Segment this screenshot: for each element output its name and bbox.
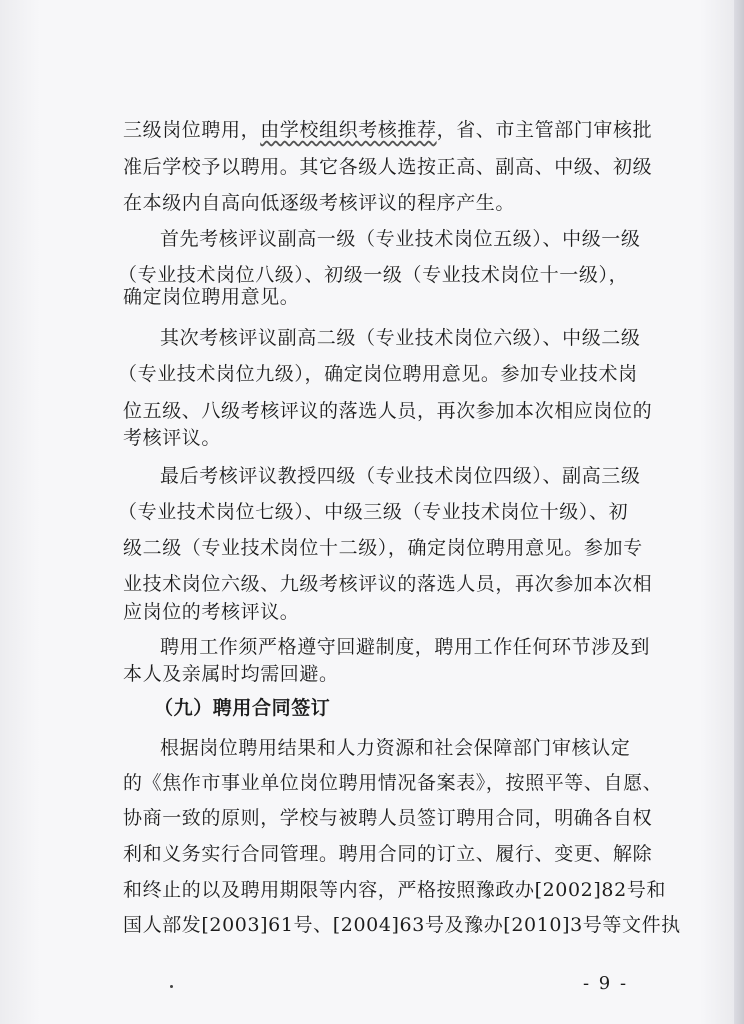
paragraph-line: 根据岗位聘用结果和人力资源和社会保障部门审核认定 [160, 737, 631, 759]
paragraph-line: 国人部发[2003]61号、[2004]63号及豫办[2010]3号等文件执 [123, 914, 681, 936]
paragraph-line: （专业技术岗位七级）、中级三级（专业技术岗位十级）、初 [118, 501, 629, 523]
paragraph-line: 最后考核评议教授四级（专业技术岗位四级）、副高三级 [160, 465, 641, 487]
underlined-phrase: 由学校组织考核推荐 [260, 119, 437, 141]
paragraph-line: 位五级、八级考核评议的落选人员，再次参加本次相应岗位的 [123, 400, 653, 422]
scan-speck [170, 985, 173, 988]
page-number: - 9 - [583, 973, 629, 994]
paragraph-line: 确定岗位聘用意见。 [123, 286, 300, 308]
paragraph-line: 协商一致的原则，学校与被聘人员签订聘用合同，明确各自权 [123, 807, 653, 829]
paragraph-line: （专业技术岗位八级）、初级一级（专业技术岗位十一级）， [118, 264, 629, 286]
paragraph-line: 和终止的以及聘用期限等内容，严格按照豫政办[2002]82号和 [123, 879, 666, 901]
paragraph-line: （专业技术岗位九级），确定岗位聘用意见。参加专业技术岗 [118, 363, 638, 385]
section-heading: （九）聘用合同签订 [154, 697, 331, 719]
paragraph-line: 的《焦作市事业单位岗位聘用情况备案表》，按照平等、自愿、 [123, 772, 663, 794]
text-span: 三级岗位聘用， [123, 119, 261, 141]
text-span: ，省、市主管部门审核批 [436, 119, 653, 141]
paragraph-line: 考核评议。 [123, 427, 222, 449]
paragraph-line: 准后学校予以聘用。其它各级人选按正高、副高、中级、初级 [123, 156, 653, 178]
paragraph-line: 应岗位的考核评议。 [123, 601, 300, 623]
paragraph-line: 本人及亲属时均需回避。 [123, 663, 339, 685]
paragraph-line: 其次考核评议副高二级（专业技术岗位六级）、中级二级 [160, 327, 641, 349]
paragraph-line: 业技术岗位六级、九级考核评议的落选人员，再次参加本次相 [123, 573, 653, 595]
paragraph-line: 在本级内自高向低逐级考核评议的程序产生。 [123, 192, 516, 214]
paragraph-line [123, 116, 653, 144]
paragraph-line: 利和义务实行合同管理。聘用合同的订立、履行、变更、解除 [123, 843, 653, 865]
paragraph-line: 级二级（专业技术岗位十二级），确定岗位聘用意见。参加专 [123, 537, 643, 559]
paragraph-line: 聘用工作须严格遵守回避制度，聘用工作任何环节涉及到 [160, 636, 651, 658]
paragraph-line: 首先考核评议副高一级（专业技术岗位五级）、中级一级 [160, 228, 641, 250]
